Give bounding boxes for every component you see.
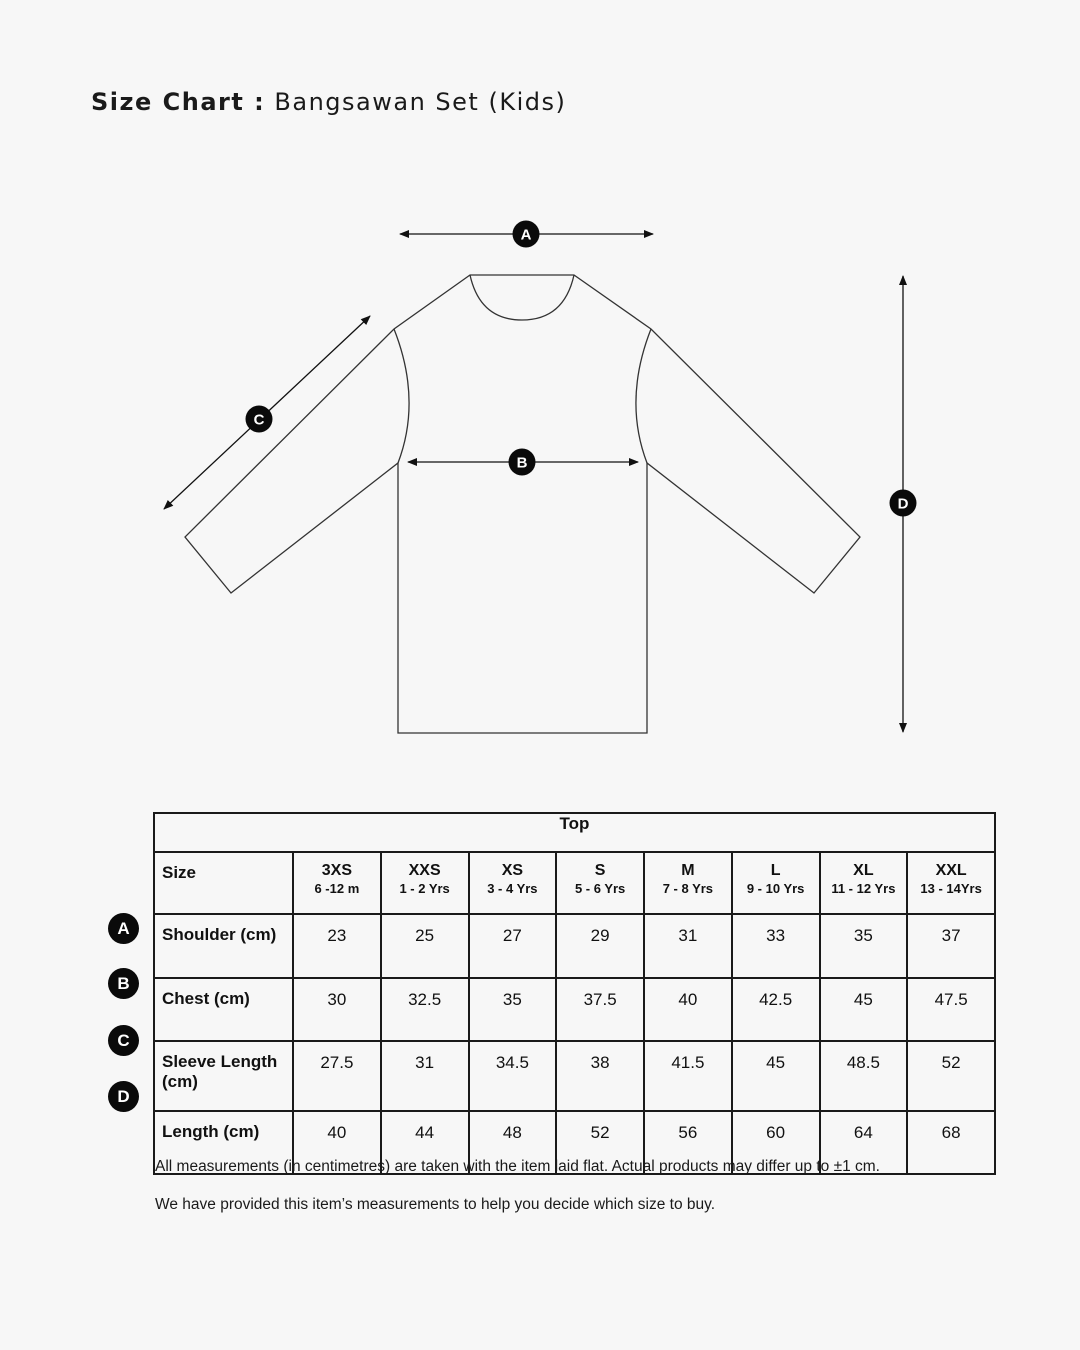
table-cell: 42.5 bbox=[732, 978, 820, 1041]
table-cell: 27 bbox=[469, 914, 557, 978]
page-title-prefix: Size Chart : bbox=[91, 88, 266, 116]
row-label-shoulder: Shoulder (cm) bbox=[154, 914, 293, 978]
table-cell: 64 bbox=[820, 1111, 908, 1174]
table-cell: 45 bbox=[820, 978, 908, 1041]
badge-a-label: A bbox=[520, 226, 532, 244]
table-cell: 47.5 bbox=[907, 978, 995, 1041]
table-cell: 52 bbox=[556, 1111, 644, 1174]
badge-c-label: C bbox=[253, 411, 265, 429]
size-table bbox=[153, 812, 996, 1175]
size-col-3xs bbox=[293, 852, 381, 914]
table-cell: 60 bbox=[732, 1111, 820, 1174]
size-age: 7 - 8 Yrs bbox=[662, 881, 714, 896]
row-label-sleeve: Sleeve Length (cm) bbox=[154, 1041, 293, 1111]
neckline bbox=[470, 275, 574, 320]
size-col-xs bbox=[469, 852, 557, 914]
size-col-xl bbox=[820, 852, 908, 914]
table-section-title: Top bbox=[154, 813, 995, 852]
size-age: 9 - 10 Yrs bbox=[746, 881, 805, 896]
badge-b bbox=[509, 449, 536, 476]
size-age: 13 - 14Yrs bbox=[920, 881, 982, 896]
table-cell: 56 bbox=[644, 1111, 732, 1174]
table-cell: 48.5 bbox=[820, 1041, 908, 1111]
size-help-note: We have provided this item’s measurements to help you decide which size to buy. bbox=[155, 1196, 716, 1213]
size-age: 6 -12 m bbox=[314, 881, 360, 896]
table-cell: 68 bbox=[907, 1111, 995, 1174]
table-cell: 30 bbox=[293, 978, 381, 1041]
size-age: 5 - 6 Yrs bbox=[574, 881, 626, 896]
table-cell: 35 bbox=[820, 914, 908, 978]
table-cell: 29 bbox=[556, 914, 644, 978]
table-cell: 25 bbox=[381, 914, 469, 978]
size-col-s bbox=[556, 852, 644, 914]
row-label-chest: Chest (cm) bbox=[154, 978, 293, 1041]
size-col-m bbox=[644, 852, 732, 914]
measurement-note: All measurements (in centimetres) are taken with the item laid flat. Actual products may differ up to ±1 cm. bbox=[155, 1158, 880, 1175]
badge-a bbox=[513, 221, 540, 248]
table-cell: 45 bbox=[732, 1041, 820, 1111]
left-armhole bbox=[394, 329, 409, 463]
badge-c bbox=[246, 406, 273, 433]
table-cell: 40 bbox=[644, 978, 732, 1041]
size-age: 1 - 2 Yrs bbox=[399, 881, 450, 896]
table-cell: 37.5 bbox=[556, 978, 644, 1041]
table-cell: 40 bbox=[293, 1111, 381, 1174]
size-code: 3XS bbox=[321, 862, 352, 879]
size-header-label: Size bbox=[154, 852, 293, 914]
size-col-xxs bbox=[381, 852, 469, 914]
garment-outline bbox=[185, 275, 860, 733]
table-cell: 41.5 bbox=[644, 1041, 732, 1111]
size-col-l bbox=[732, 852, 820, 914]
table-cell: 38 bbox=[556, 1041, 644, 1111]
table-cell: 35 bbox=[469, 978, 557, 1041]
right-armhole bbox=[636, 329, 651, 463]
size-age: 3 - 4 Yrs bbox=[487, 881, 538, 896]
table-cell: 27.5 bbox=[293, 1041, 381, 1111]
table-cell: 52 bbox=[907, 1041, 995, 1111]
row-marker-c: C bbox=[108, 1025, 139, 1056]
row-marker-b: B bbox=[108, 968, 139, 999]
table-cell: 31 bbox=[644, 914, 732, 978]
badge-d-label: D bbox=[897, 495, 909, 513]
table-cell: 33 bbox=[732, 914, 820, 978]
table-cell: 34.5 bbox=[469, 1041, 557, 1111]
size-header-row bbox=[154, 852, 995, 914]
table-cell: 23 bbox=[293, 914, 381, 978]
size-code: M bbox=[681, 862, 695, 879]
size-code: XXS bbox=[408, 862, 441, 879]
badge-b-label: B bbox=[516, 454, 528, 472]
size-code: L bbox=[770, 862, 781, 879]
table-row bbox=[154, 914, 995, 978]
row-marker-a: A bbox=[108, 913, 139, 944]
table-cell: 32.5 bbox=[381, 978, 469, 1041]
size-age: 11 - 12 Yrs bbox=[831, 881, 896, 896]
table-cell: 48 bbox=[469, 1111, 557, 1174]
size-code: XS bbox=[501, 862, 524, 879]
table-cell: 37 bbox=[907, 914, 995, 978]
page-title-product: Bangsawan Set (Kids) bbox=[274, 88, 567, 116]
size-code: XXL bbox=[935, 862, 967, 879]
table-row bbox=[154, 978, 995, 1041]
table-row bbox=[154, 1041, 995, 1111]
table-cell: 31 bbox=[381, 1041, 469, 1111]
size-code: XL bbox=[853, 862, 874, 879]
size-code: S bbox=[594, 862, 606, 879]
table-title-row bbox=[154, 813, 995, 852]
badge-d bbox=[890, 490, 917, 517]
row-marker-d: D bbox=[108, 1081, 139, 1112]
table-cell: 44 bbox=[381, 1111, 469, 1174]
row-label-length: Length (cm) bbox=[154, 1111, 293, 1174]
size-col-xxl bbox=[907, 852, 995, 914]
